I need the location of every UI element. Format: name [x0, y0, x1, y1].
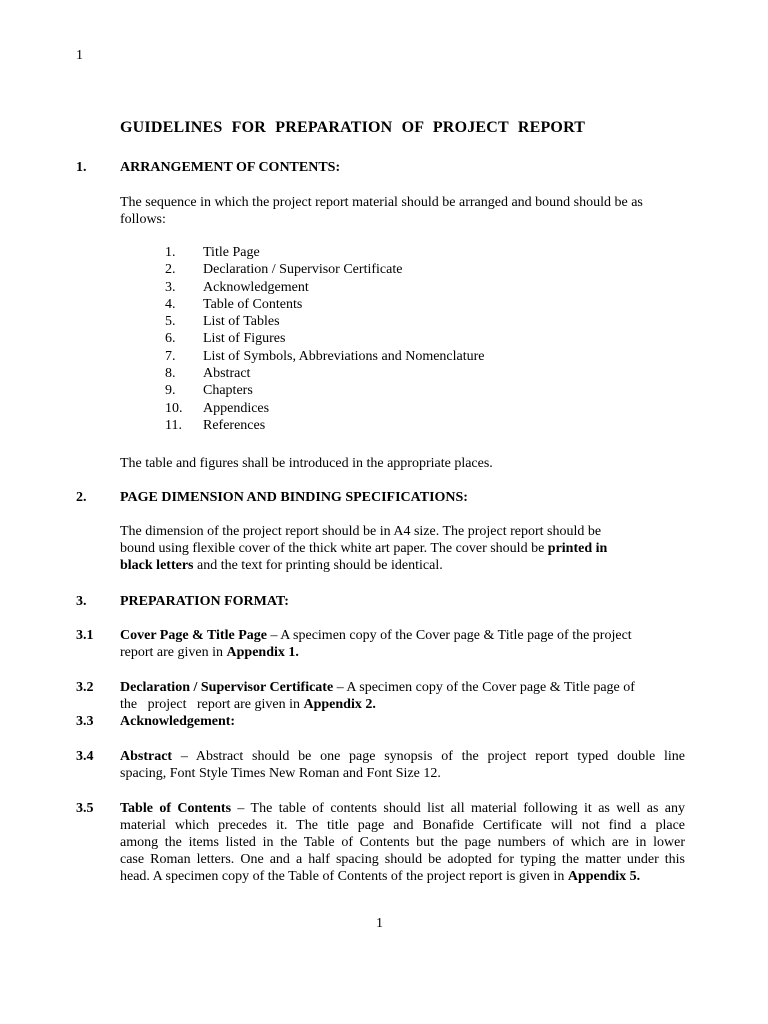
page-number-top: 1 — [76, 48, 83, 63]
subsection-3-4-body: Abstract – Abstract should be one page synopsis of the project report typed double line spacing, Font Style Times New Roman and Font Size 12. — [120, 749, 685, 781]
subsection-3-5-number: 3.5 — [76, 801, 94, 816]
list-item: 1. Title Page — [165, 245, 260, 260]
subsection-3-2-body: Declaration / Supervisor Certificate – A specimen copy of the Cover page & Title page of the project report are given in Appendix 2. — [120, 680, 635, 712]
section-3-heading: PREPARATION FORMAT: — [120, 594, 289, 609]
list-item: 8. Abstract — [165, 366, 251, 382]
list-item: 9. Chapters — [165, 383, 253, 399]
section-1-number: 1. — [76, 160, 87, 175]
page-number-bottom: 1 — [376, 916, 383, 931]
intro-line-2: follows: — [120, 212, 166, 227]
section-2-body: The dimension of the project report should be in A4 size. The project report should be bound using flexible cover of the thick white art paper. The cover should be printed in black letters and the text for printing should be identical. — [120, 524, 608, 573]
list-item: 7. List of Symbols, Abbreviations and Nomenclature — [165, 348, 485, 364]
subsection-3-1-number: 3.1 — [76, 628, 94, 643]
subsection-3-2-number: 3.2 — [76, 680, 94, 695]
section-1-heading: ARRANGEMENT OF CONTENTS: — [120, 160, 341, 175]
section-3-number: 3. — [76, 594, 87, 609]
subsection-3-3-body: Acknowledgement: — [120, 714, 236, 729]
page-title: GUIDELINES FOR PREPARATION OF PROJECT REPORT — [120, 119, 586, 136]
list-item: 4. Table of Contents — [165, 296, 303, 312]
list-item: 6. List of Figures — [165, 331, 286, 347]
list-item: 10. Appendices — [165, 400, 270, 416]
list-item: 11. References — [165, 417, 266, 433]
subsection-3-5-body: Table of Contents – The table of contents should list all material following it as well as any material which precedes it. The title page and Bonafide Certificate will not find a place among the items listed in the Table of Contents but the page numbers of which are in lower case Roman letters. One and a half spacing should be adopted for typing the matter under this head. A specimen copy of the Table of Contents of the project report is given in Appendix 5. — [120, 801, 685, 884]
intro-line-1: The sequence in which the project report material should be arranged and bound should be as — [120, 195, 643, 210]
subsection-3-1-body: Cover Page & Title Page – A specimen copy of the Cover page & Title page of the project report are given in Appendix 1. — [120, 628, 632, 660]
list-item: 3. Acknowledgement — [165, 279, 309, 295]
list-item: 5. List of Tables — [165, 314, 280, 330]
subsection-3-3-number: 3.3 — [76, 714, 94, 729]
contents-order-list — [165, 244, 485, 434]
section-1-intro — [120, 194, 685, 228]
list-item: 2. Declaration / Supervisor Certificate — [165, 262, 403, 278]
section-2-heading: PAGE DIMENSION AND BINDING SPECIFICATIONS: — [120, 490, 468, 505]
subsection-3-4-number: 3.4 — [76, 749, 94, 764]
section-1-closing: The table and figures shall be introduced in the appropriate places. — [120, 456, 493, 471]
section-2-number: 2. — [76, 490, 87, 505]
